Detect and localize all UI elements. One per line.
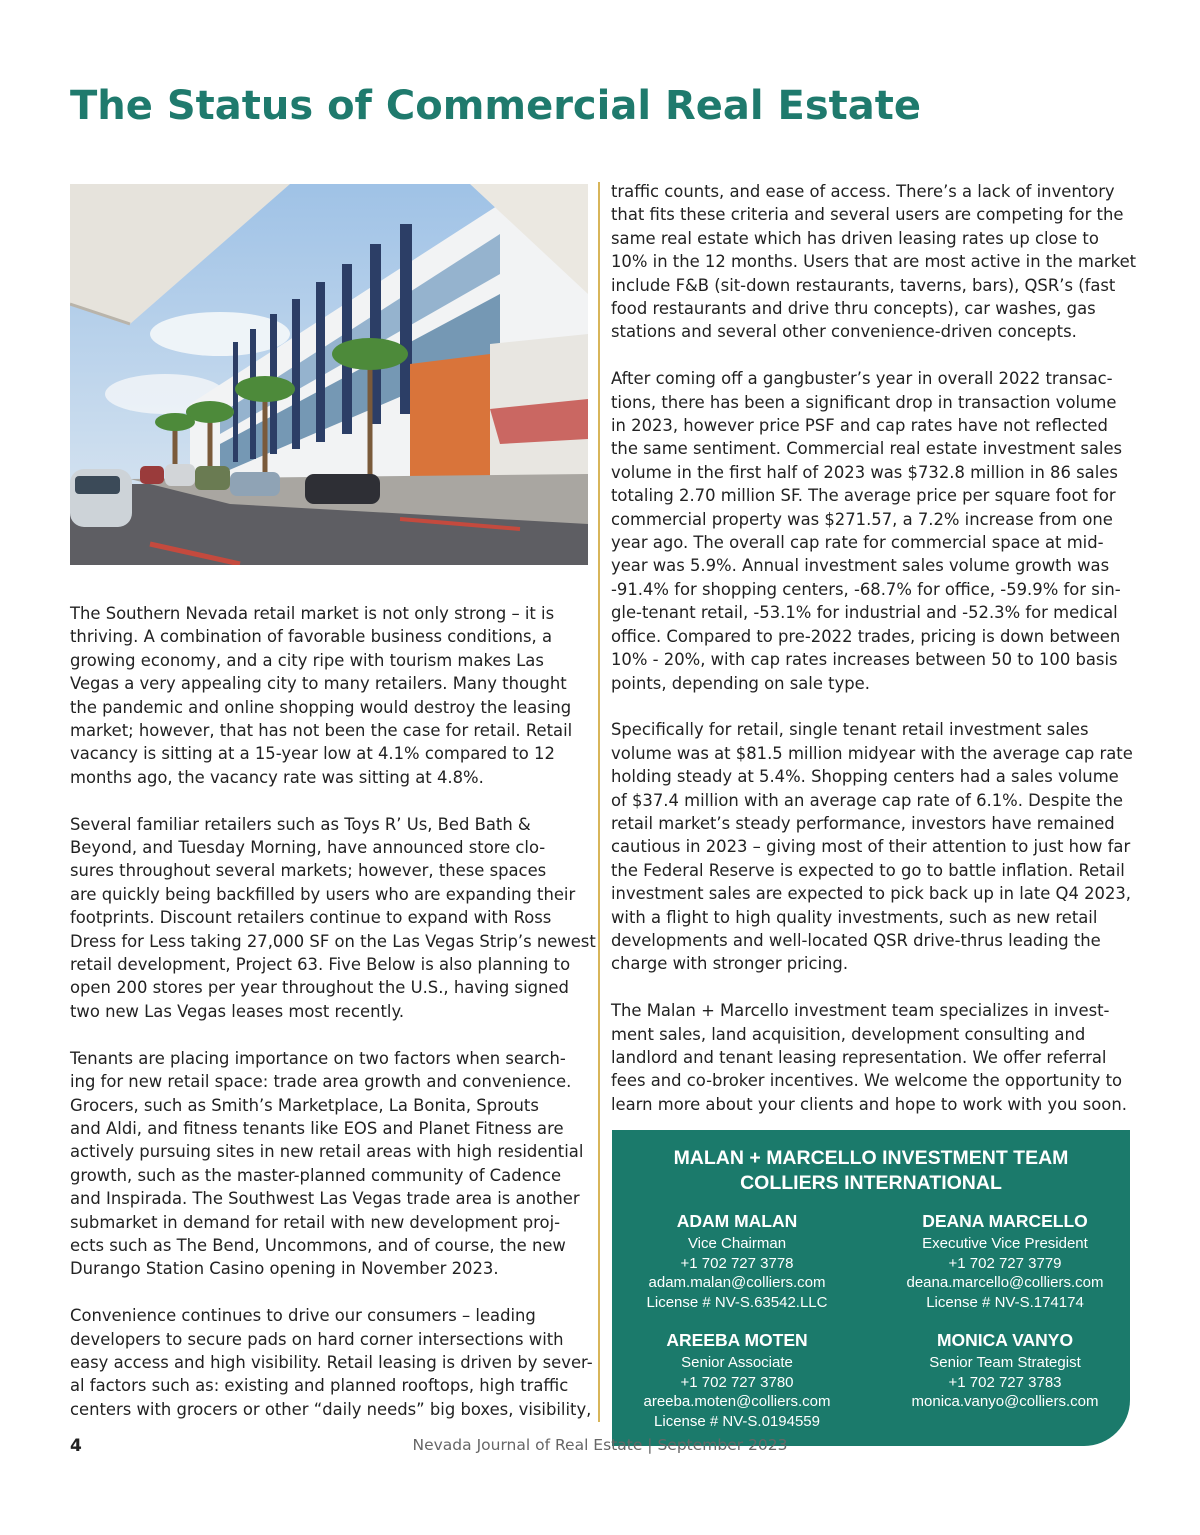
member-card bbox=[880, 1329, 1130, 1412]
text-line: the same sentiment. Commercial real estate investment sales bbox=[611, 439, 1123, 459]
text-line: cautious in 2023 – giving most of their attention to just how far bbox=[611, 837, 1131, 857]
paragraph-tenants bbox=[70, 1047, 590, 1281]
text-line: fees and co-broker incentives. We welcome the opportunity to bbox=[611, 1071, 1123, 1091]
text-line: charge with stronger pricing. bbox=[611, 954, 849, 974]
member-card bbox=[880, 1210, 1130, 1312]
paragraph-retailers bbox=[70, 813, 596, 1024]
member-phone[interactable]: +1 702 727 3783 bbox=[948, 1373, 1062, 1391]
text-line: two new Las Vegas leases most recently. bbox=[70, 1001, 405, 1021]
paragraph-team-intro bbox=[611, 999, 1136, 1116]
text-line: Convenience continues to drive our consumers – leading bbox=[70, 1306, 536, 1326]
text-line: Dress for Less taking 27,000 SF on the Las Vegas Strip’s newest bbox=[70, 931, 596, 951]
text-line: the Federal Reserve is expected to go to battle inflation. Retail bbox=[611, 860, 1125, 880]
journal-footer: Nevada Journal of Real Estate | September 2023 bbox=[412, 1436, 788, 1454]
text-line: totaling 2.70 million SF. The average price per square foot for bbox=[611, 486, 1116, 506]
text-line: volume was at $81.5 million midyear with the average cap rate bbox=[611, 743, 1133, 763]
text-line: with a flight to high quality investments, such as new retail bbox=[611, 907, 1098, 927]
text-line: investment sales are expected to pick back up in late Q4 2023, bbox=[611, 884, 1132, 904]
text-line: the pandemic and online shopping would destroy the leasing bbox=[70, 697, 572, 717]
text-line: same real estate which has driven leasing rates up close to bbox=[611, 228, 1099, 248]
member-card bbox=[612, 1329, 862, 1431]
text-line: months ago, the vacancy rate was sitting at 4.8%. bbox=[70, 767, 484, 787]
text-line: traffic counts, and ease of access. There’s a lack of inventory bbox=[611, 182, 1115, 201]
text-line: Several familiar retailers such as Toys R’ Us, Bed Bath & bbox=[70, 814, 531, 834]
text-line: Vegas a very appealing city to many retailers. Many thought bbox=[70, 674, 567, 694]
text-line: gle-tenant retail, -53.1% for industrial and -52.3% for medical bbox=[611, 603, 1118, 623]
text-line: ects such as The Bend, Uncommons, and of course, the new bbox=[70, 1235, 566, 1255]
team-contact-box bbox=[612, 1130, 1130, 1446]
member-phone[interactable]: +1 702 727 3778 bbox=[680, 1254, 794, 1272]
text-line: thriving. A combination of favorable business conditions, a bbox=[70, 627, 553, 647]
storefront-photo-icon bbox=[70, 184, 588, 565]
text-line: food restaurants and drive thru concepts), car washes, gas bbox=[611, 299, 1096, 319]
member-license: License # NV-S.174174 bbox=[926, 1293, 1084, 1311]
text-line: Tenants are placing importance on two factors when search- bbox=[70, 1048, 566, 1068]
team-heading-line1: MALAN + MARCELLO INVESTMENT TEAM bbox=[673, 1147, 1069, 1169]
member-phone[interactable]: +1 702 727 3779 bbox=[948, 1254, 1062, 1272]
text-line: year ago. The overall cap rate for commercial space at mid- bbox=[611, 533, 1104, 553]
member-card bbox=[612, 1210, 862, 1312]
text-line: 10% in the 12 months. Users that are most active in the market bbox=[611, 252, 1137, 272]
text-line: that fits these criteria and several users are competing for the bbox=[611, 205, 1124, 225]
member-title: Senior Team Strategist bbox=[929, 1354, 1081, 1371]
paragraph-continued bbox=[611, 180, 1136, 344]
right-column bbox=[611, 180, 1136, 1140]
storefront-photo bbox=[70, 184, 588, 565]
member-email[interactable]: deana.marcello@colliers.com bbox=[906, 1274, 1104, 1292]
text-line: growth, such as the master-planned community of Cadence bbox=[70, 1165, 562, 1185]
text-line: of $37.4 million with an average cap rate of 6.1%. Despite the bbox=[611, 790, 1123, 810]
member-title: Senior Associate bbox=[681, 1354, 793, 1371]
text-line: developments and well-located QSR drive-thrus leading the bbox=[611, 930, 1101, 950]
text-line: The Malan + Marcello investment team specializes in invest- bbox=[611, 1001, 1110, 1021]
member-title: Executive Vice President bbox=[922, 1235, 1088, 1252]
member-name: AREEBA MOTEN bbox=[666, 1330, 808, 1350]
text-line: Specifically for retail, single tenant retail investment sales bbox=[611, 720, 1089, 740]
paragraph-convenience bbox=[70, 1304, 593, 1421]
paragraph-retail-investment bbox=[611, 718, 1136, 975]
text-line: actively pursuing sites in new retail areas with high residential bbox=[70, 1142, 584, 1162]
text-line: market; however, that has not been the case for retail. Retail bbox=[70, 721, 573, 741]
member-name: DEANA MARCELLO bbox=[922, 1211, 1088, 1231]
text-line: in 2023, however price PSF and cap rates have not reflected bbox=[611, 416, 1108, 436]
text-line: are quickly being backfilled by users who are expanding their bbox=[70, 884, 576, 904]
text-line: ing for new retail space: trade area growth and convenience. bbox=[70, 1072, 572, 1092]
text-line: tions, there has been a significant drop in transaction volume bbox=[611, 392, 1117, 412]
member-license: License # NV-S.63542.LLC bbox=[646, 1293, 828, 1311]
text-line: The Southern Nevada retail market is not only strong – it is bbox=[70, 604, 555, 623]
text-line: and Aldi, and fitness tenants like EOS and Planet Fitness are bbox=[70, 1118, 564, 1138]
text-line: centers with grocers or other “daily needs” big boxes, visibility, bbox=[70, 1399, 592, 1419]
text-line: submarket in demand for retail with new development proj- bbox=[70, 1212, 561, 1232]
text-line: vacancy is sitting at a 15-year low at 4.1% compared to 12 bbox=[70, 744, 555, 764]
text-line: easy access and high visibility. Retail leasing is driven by sever- bbox=[70, 1352, 593, 1372]
column-divider bbox=[598, 182, 600, 1422]
paragraph-retail-market bbox=[70, 602, 590, 789]
text-line: al factors such as: existing and planned rooftops, high traffic bbox=[70, 1376, 569, 1396]
team-heading bbox=[612, 1146, 1130, 1196]
page-title: The Status of Commercial Real Estate bbox=[70, 83, 922, 129]
text-line: developers to secure pads on hard corner intersections with bbox=[70, 1329, 564, 1349]
text-line: 10% - 20%, with cap rates increases between 50 to 100 basis bbox=[611, 650, 1118, 670]
member-name: MONICA VANYO bbox=[936, 1330, 1074, 1350]
text-line: sures throughout several markets; however, these spaces bbox=[70, 861, 547, 881]
text-line: growing economy, and a city ripe with tourism makes Las bbox=[70, 650, 544, 670]
team-heading-line2: COLLIERS INTERNATIONAL bbox=[740, 1172, 1002, 1194]
member-phone[interactable]: +1 702 727 3780 bbox=[680, 1373, 794, 1391]
text-line: retail market’s steady performance, investors have remained bbox=[611, 813, 1115, 833]
text-line: stations and several other convenience-driven concepts. bbox=[611, 322, 1077, 342]
text-line: learn more about your clients and hope to work with you soon. bbox=[611, 1094, 1127, 1114]
text-line: open 200 stores per year throughout the U.S., having signed bbox=[70, 978, 569, 998]
text-line: footprints. Discount retailers continue to expand with Ross bbox=[70, 908, 552, 928]
text-line: and Inspirada. The Southwest Las Vegas trade area is another bbox=[70, 1189, 580, 1209]
paragraph-investment-sales bbox=[611, 367, 1136, 695]
text-line: -91.4% for shopping centers, -68.7% for office, -59.9% for sin- bbox=[611, 579, 1121, 599]
member-name: ADAM MALAN bbox=[676, 1211, 798, 1231]
text-line: commercial property was $271.57, a 7.2% increase from one bbox=[611, 509, 1113, 529]
text-line: retail development, Project 63. Five Below is also planning to bbox=[70, 955, 571, 975]
text-line: ment sales, land acquisition, development consulting and bbox=[611, 1024, 1086, 1044]
left-column bbox=[70, 602, 596, 1445]
text-line: office. Compared to pre-2022 trades, pricing is down between bbox=[611, 626, 1121, 646]
text-line: Grocers, such as Smith’s Marketplace, La Bonita, Sprouts bbox=[70, 1095, 539, 1115]
text-line: After coming off a gangbuster’s year in overall 2022 transac- bbox=[611, 369, 1113, 389]
member-email[interactable]: areeba.moten@colliers.com bbox=[643, 1393, 831, 1411]
text-line: landlord and tenant leasing representation. We offer referral bbox=[611, 1047, 1107, 1067]
page-number: 4 bbox=[70, 1436, 82, 1456]
text-line: year was 5.9%. Annual investment sales volume growth was bbox=[611, 556, 1110, 576]
text-line: Beyond, and Tuesday Morning, have announced store clo- bbox=[70, 838, 546, 858]
member-title: Vice Chairman bbox=[687, 1235, 787, 1252]
text-line: Durango Station Casino opening in November 2023. bbox=[70, 1259, 499, 1279]
text-line: volume in the first half of 2023 was $732.8 million in 86 sales bbox=[611, 462, 1118, 482]
text-line: include F&B (sit-down restaurants, taverns, bars), QSR’s (fast bbox=[611, 275, 1116, 295]
member-license: License # NV-S.0194559 bbox=[654, 1412, 820, 1430]
member-email[interactable]: monica.vanyo@colliers.com bbox=[911, 1393, 1099, 1411]
text-line: holding steady at 5.4%. Shopping centers had a sales volume bbox=[611, 767, 1119, 787]
member-email[interactable]: adam.malan@colliers.com bbox=[648, 1274, 826, 1292]
text-line: points, depending on sale type. bbox=[611, 673, 870, 693]
